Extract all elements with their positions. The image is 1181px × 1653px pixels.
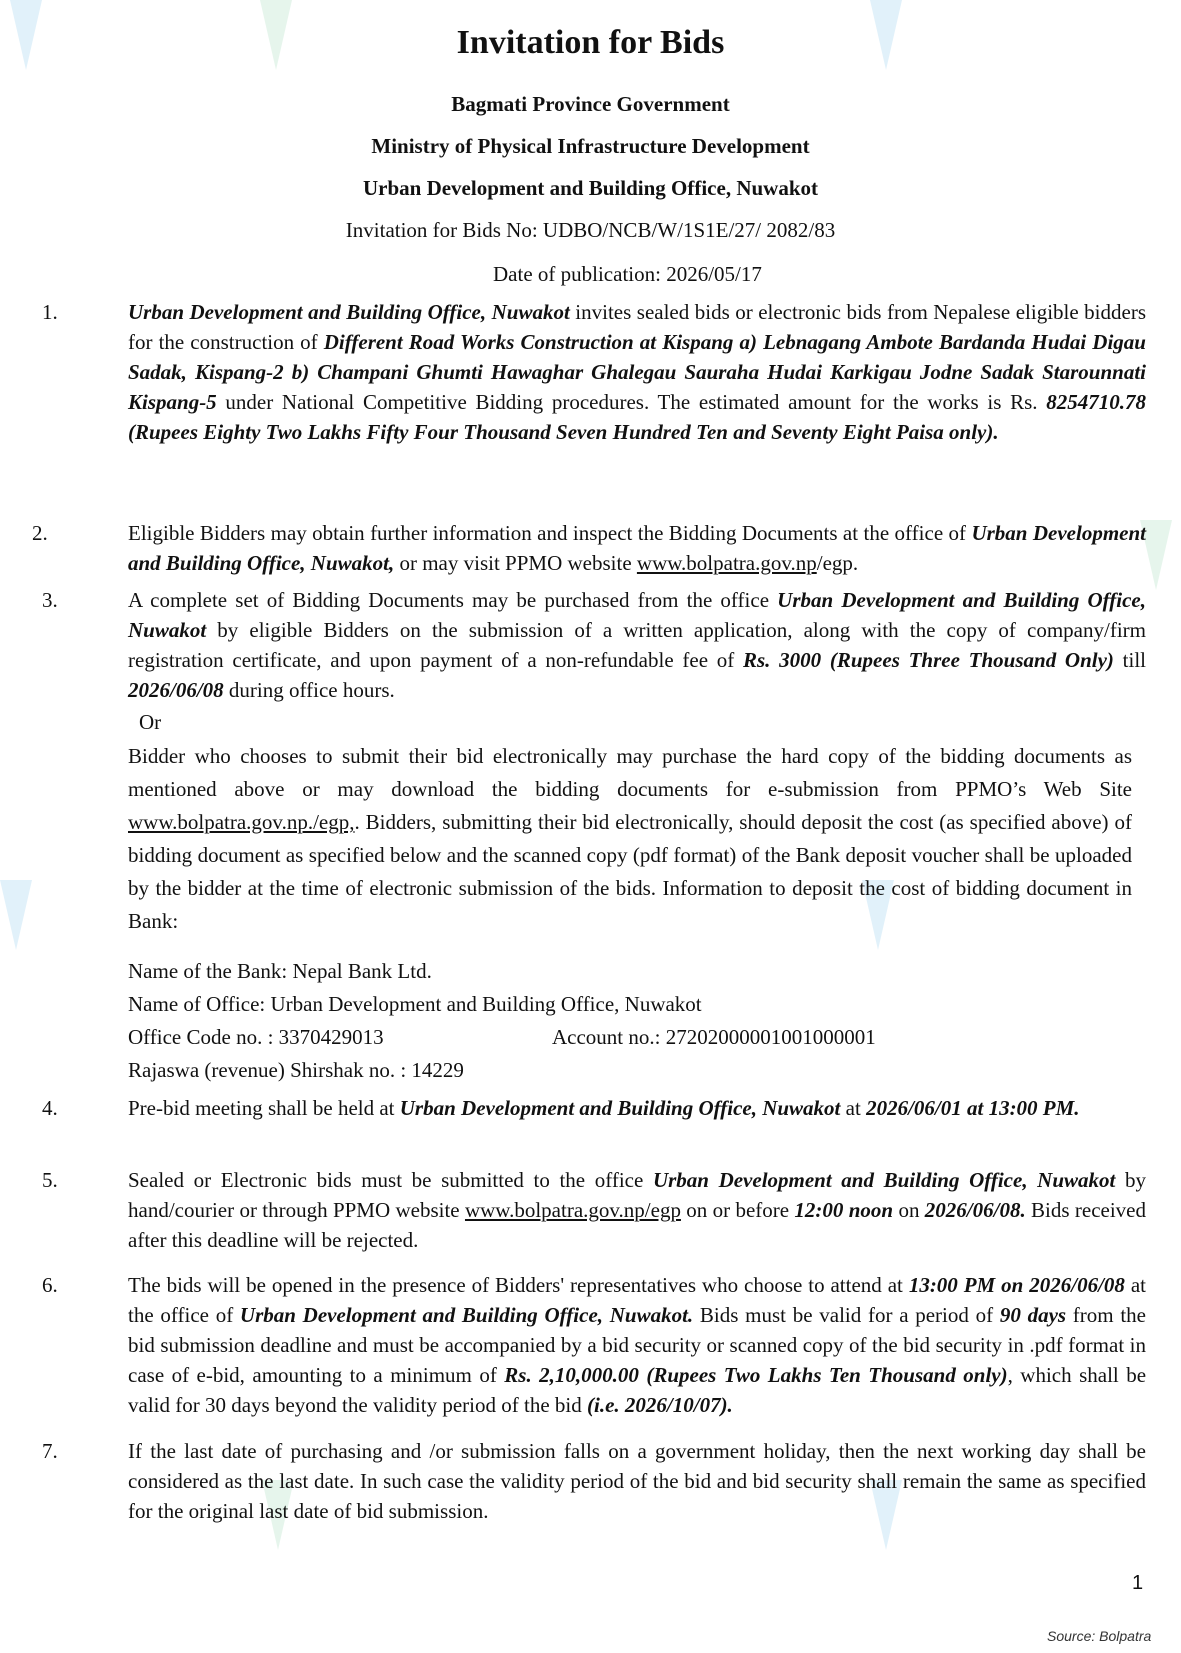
emphasis-text: 13:00 PM on 2026/06/08 [908,1273,1125,1297]
item-number: 3. [42,588,58,612]
text-run: , which shall be valid for 30 days beyond the validity period of the bid [128,1363,1147,1417]
text-run: Bids received after this deadline will be rejected. [128,1198,1146,1252]
text-run: invites sealed bids or electronic bids from Nepalese eligible bidders for the construction of [128,300,1146,354]
item-7-text [128,1436,1146,1526]
emphasis-text: Urban Development and Building Office, Nuwakot [128,588,1146,642]
text-run: at the office of [128,1273,1146,1327]
text-run: during office hours. [223,678,395,702]
rajaswa-shirshak: Rajaswa (revenue) Shirshak no. : 14229 [128,1058,464,1082]
document-title: Invitation for Bids [456,24,725,61]
header-line-ministry: Ministry of Physical Infrastructure Development [371,134,810,158]
emphasis-text: 12:00 noon [794,1198,894,1222]
text-run: Pre-bid meeting shall be held at [128,1096,400,1120]
inline-link[interactable]: www.bolpatra.gov.np/egp [464,1198,681,1222]
emphasis-text: 2026/06/01 at 13:00 PM. [866,1096,1080,1120]
header-line-province: Bagmati Province Government [451,92,730,116]
emphasis-text: Rs. 3000 (Rupees Three Thousand Only) [742,648,1114,672]
item-number: 2. [32,521,48,545]
emphasis-text: Urban Development and Building Office, Nuwakot, [128,521,1146,575]
item-number: 6. [42,1273,58,1297]
emphasis-text: Rs. 2,10,000.00 (Rupees Two Lakhs Ten Thousand only) [504,1363,1008,1387]
item-number: 7. [42,1439,58,1463]
text-run: A complete set of Bidding Documents may be purchased from the office [128,588,778,612]
office-code: Office Code no. : 3370429013 [128,1025,384,1049]
emphasis-text: Different Road Works Construction at Kispang a) Lebnagang Ambote Bardanda Hudai Digau Sadak, Kispang-2 b) Champani Ghumti Hawaghar Ghalegau Sauraha Hudai Karkigau Jodne Sadak Starounnati Kispang-5 [128,330,1146,414]
item-3-electronic-text [128,740,1132,938]
text-run: If the last date of purchasing and /or submission falls on a government holiday, then the next working day shall be considered as the last date. In such case the validity period of the bid and bid security shall remain the same as specified for the original last date of bid submission. [128,1439,1146,1523]
publication-date: Date of publication: 2026/05/17 [493,262,762,286]
text-run: on or before [680,1198,795,1222]
text-run: at [840,1096,867,1120]
text-run: Eligible Bidders may obtain further information and inspect the Bidding Documents at the office of [128,521,972,545]
text-run: by eligible Bidders on the submission of a written application, along with the copy of company/firm registration certificate, and upon payment of a non-refundable fee of [128,618,1146,672]
page-number: 1 [1132,1572,1144,1594]
item-6-text [128,1270,1146,1420]
text-run: on [893,1198,925,1222]
item-2-text [128,518,1146,578]
text-run: till [1113,648,1146,672]
inline-link[interactable]: www.bolpatra.gov.np [636,551,817,575]
emphasis-text: 2026/06/08 [128,678,224,702]
emphasis-text: Urban Development and Building Office, Nuwakot [128,300,570,324]
text-run: /egp. [816,551,859,575]
office-name: Name of Office: Urban Development and Building Office, Nuwakot [128,992,702,1016]
text-run: . Bidders, submitting their bid electronically, should deposit the cost (as specified above) of bidding document as specified below and the scanned copy (pdf format) of the Bank deposit voucher shall be uploaded by the bidder at the time of electronic submission of the bids. Information to deposit the cost of bidding document in Bank: [128,810,1132,933]
source-credit: Source: Bolpatra [1047,1628,1152,1644]
text-run: Bids must be valid for a period of [693,1303,1000,1327]
bank-name: Name of the Bank: Nepal Bank Ltd. [128,959,432,983]
text-run: or may visit PPMO website [394,551,637,575]
item-3-text [128,585,1146,705]
ifb-number: Invitation for Bids No: UDBO/NCB/W/1S1E/27/ 2082/83 [345,218,836,242]
text-run: under National Competitive Bidding procedures. The estimated amount for the works is Rs. [216,390,1047,414]
emphasis-text: Urban Development and Building Office, Nuwakot [652,1168,1116,1192]
item-number: 4. [42,1096,58,1120]
item-4-text [128,1093,1146,1123]
text-run: Sealed or Electronic bids must be submitted to the office [128,1168,653,1192]
text-run: from the bid submission deadline and must be accompanied by a bid security or scanned copy of the bid security in .pdf format in case of e-bid, amounting to a minimum of [128,1303,1147,1387]
account-number: Account no.: 27202000001001000001 [552,1025,876,1049]
emphasis-text: Urban Development and Building Office, Nuwakot [399,1096,841,1120]
text-run: by hand/courier or through PPMO website [128,1168,1146,1222]
item-1-text [128,297,1146,447]
emphasis-text: 2026/06/08. [924,1198,1026,1222]
header-line-office: Urban Development and Building Office, Nuwakot [362,176,819,200]
text-run: The bids will be opened in the presence of Bidders' representatives who choose to attend at [128,1273,909,1297]
or-label: Or [139,710,162,734]
emphasis-text: Urban Development and Building Office, Nuwakot. [239,1303,694,1327]
inline-link[interactable]: www.bolpatra.gov.np./egp, [128,810,355,834]
emphasis-text: 8254710.78 (Rupees Eighty Two Lakhs Fifty Four Thousand Seven Hundred Ten and Seventy Eight Paisa only). [128,390,1146,444]
item-number: 5. [42,1168,58,1192]
emphasis-text: 90 days [999,1303,1067,1327]
text-run: Bidder who chooses to submit their bid electronically may purchase the hard copy of the bidding documents as mentioned above or may download the bidding documents for e-submission from PPMO’s Web Site [128,744,1132,801]
item-number: 1. [42,300,58,324]
emphasis-text: (i.e. 2026/10/07). [587,1393,733,1417]
item-5-text [128,1165,1146,1255]
